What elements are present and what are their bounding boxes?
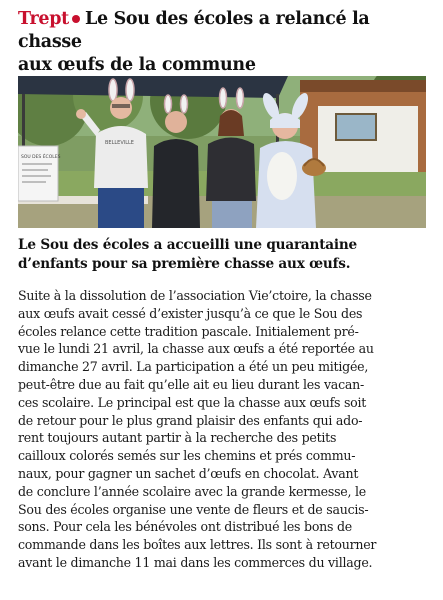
body-line: cailloux colorés semés sur les chemins et prés commu-	[18, 448, 356, 464]
body-line: sons. Pour cela les bénévoles ont distribué les bons de	[18, 519, 352, 535]
body-line: commande dans les boîtes aux lettres. Ils sont à retourner	[18, 537, 377, 553]
article-body	[18, 287, 430, 572]
headline-line-2: aux œufs de la commune	[18, 55, 256, 75]
headline-line-1: Le Sou des écoles a relancé la chasse	[18, 9, 370, 52]
body-line: vue le lundi 21 avril, la chasse aux œufs a été reportée au	[18, 341, 374, 357]
body-line: Sou des écoles organise une vente de fleurs et de saucis-	[18, 501, 369, 517]
photo-caption	[18, 236, 428, 274]
body-line: Suite à la dissolution de l’association Vie’ctoire, la chasse	[18, 288, 372, 303]
body-line: avant le dimanche 11 mai dans les commerces du village.	[18, 554, 373, 570]
body-line: ces scolaire. Le principal est que la chasse aux œufs soit	[18, 394, 367, 410]
article-headline	[18, 8, 430, 77]
body-line: peut-être due au fait qu’elle ait eu lieu durant les vacan-	[18, 376, 364, 392]
kicker-dot-icon	[72, 15, 80, 23]
article-photo	[18, 76, 426, 228]
body-line: de conclure l’année scolaire avec la grande kermesse, le	[18, 483, 366, 499]
shirt-text: BELLEVILLE	[105, 140, 134, 146]
body-line: écoles relance cette tradition pascale. Initialement pré-	[18, 323, 359, 339]
article-kicker: Trept	[18, 9, 69, 29]
caption-line-2: d’enfants pour sa première chasse aux œufs.	[18, 256, 351, 272]
body-line: dimanche 27 avril. La participation a été un peu mitigée,	[18, 359, 369, 375]
body-line: aux œufs avait cessé d’exister jusqu’à ce que le Sou des	[18, 305, 363, 321]
caption-line-1: Le Sou des écoles a accueilli une quarantaine	[18, 237, 357, 253]
body-line: rent toujours autant partir à la recherche des petits	[18, 430, 337, 446]
body-line: de retour pour le plus grand plaisir des enfants qui ado-	[18, 412, 363, 428]
poster-text: SOU DES ÉCOLES	[21, 155, 61, 160]
body-line: naux, pour gagner un sachet d’œufs en chocolat. Avant	[18, 465, 359, 481]
